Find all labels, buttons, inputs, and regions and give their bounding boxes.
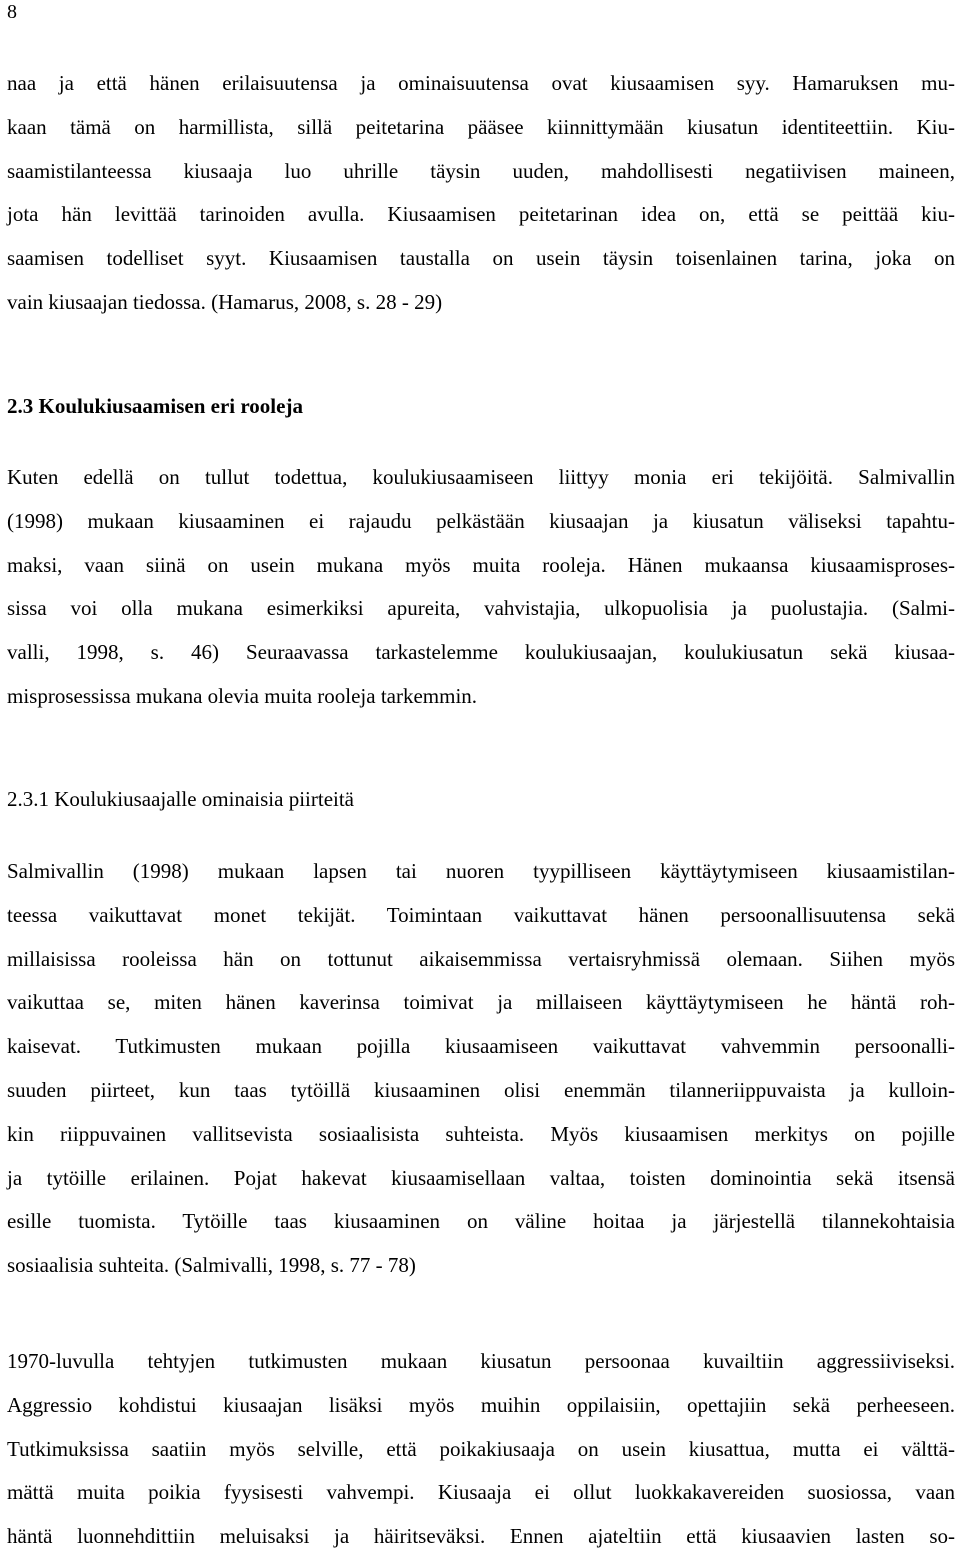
text-line: ja tytöille erilainen. Pojat hakevat kiusaamisellaan valtaa, toisten dominointia sekä itsensä	[7, 1165, 955, 1190]
text-line: (1998) mukaan kiusaaminen ei rajaudu pelkästään kiusaajan ja kiusatun väliseksi tapahtu-	[7, 508, 955, 533]
text-line: 1970-luvulla tehtyjen tutkimusten mukaan kiusatun persoonaa kuvailtiin aggressiiviseksi.	[7, 1349, 955, 1373]
paragraph-1	[7, 62, 955, 325]
text-line: jota hän levittää tarinoiden avulla. Kiusaamisen peitetarinan idea on, että se peittää kiu-	[7, 202, 955, 227]
text-line: Tutkimuksissa saatiin myös selville, että poikakiusaaja on usein kiusattua, mutta ei välttä-	[7, 1436, 955, 1461]
paragraph-2	[7, 456, 955, 719]
text-line: suuden piirteet, kun taas tytöillä kiusaaminen olisi enemmän tilanneriippuvaista ja kulloin-	[7, 1077, 955, 1102]
text-line: Salmivallin (1998) mukaan lapsen tai nuoren tyypilliseen käyttäytymiseen kiusaamistilan-	[7, 859, 955, 883]
text-line: vaikuttaa se, miten hänen kaverinsa toimivat ja millaiseen käyttäytymiseen he häntä roh-	[7, 990, 955, 1015]
text-line: sissa voi olla mukana esimerkiksi apureita, vahvistajia, ulkopuolisia ja puolustajia. (Salmi-	[7, 596, 955, 621]
text-line: valli, 1998, s. 46) Seuraavassa tarkastelemme koulukiusaajan, koulukiusatun sekä kiusaa-	[7, 640, 955, 665]
text-line: millaisissa rooleissa hän on tottunut aikaisemmissa vertaisryhmissä olemaan. Siihen myös	[7, 946, 955, 971]
text-line: kaan tämä on harmillista, sillä peitetarina pääsee kiinnittymään kiusatun identiteettiin. Kiu-	[7, 114, 955, 139]
text-line: saamisen todelliset syyt. Kiusaamisen taustalla on usein täysin toisenlainen tarina, joka on	[7, 246, 955, 271]
section-heading-2-3	[7, 385, 955, 429]
text-line: teessa vaikuttavat monet tekijät. Toimintaan vaikuttavat hänen persoonallisuutensa sekä	[7, 902, 955, 927]
text-line: naa ja että hänen erilaisuutensa ja ominaisuutensa ovat kiusaamisen syy. Hamaruksen mu-	[7, 71, 955, 95]
text-line: mättä muita poikia fyysisesti vahvempi. Kiusaaja ei ollut luokkakavereiden suosiossa, vaan	[7, 1480, 955, 1505]
subsection-heading-2-3-1	[7, 778, 955, 822]
heading-text: 2.3.1 Koulukiusaajalle ominaisia piirteitä	[7, 787, 355, 811]
text-line: misprosessissa mukana olevia muita rooleja tarkemmin.	[7, 683, 478, 708]
text-line: Kuten edellä on tullut todettua, koulukiusaamiseen liittyy monia eri tekijöitä. Salmivallin	[7, 465, 955, 489]
text-line: esille tuomista. Tytöille taas kiusaaminen on väline hoitaa ja järjestellä tilannekohtaisia	[7, 1209, 955, 1234]
heading-text: 2.3 Koulukiusaamisen eri rooleja	[7, 394, 303, 418]
text-line: maksi, vaan siinä on usein mukana myös muita rooleja. Hänen mukaansa kiusaamisproses-	[7, 552, 955, 577]
text-line: Aggressio kohdistui kiusaajan lisäksi myös muihin oppilaisiin, opettajiin sekä perheeseen.	[7, 1392, 955, 1417]
text-line: kin riippuvainen vallitsevista sosiaalisista suhteista. Myös kiusaamisen merkitys on pojille	[7, 1121, 955, 1146]
text-line: sosiaalisia suhteita. (Salmivalli, 1998, s. 77 - 78)	[7, 1253, 416, 1278]
text-line: vain kiusaajan tiedossa. (Hamarus, 2008, s. 28 - 29)	[7, 289, 443, 314]
text-line: saamistilanteessa kiusaaja luo uhrille täysin uuden, mahdollisesti negatiivisen maineen,	[7, 158, 955, 183]
page-number: 8	[7, 1, 17, 23]
text-line: häntä luonnehdittiin meluisaksi ja häiritseväksi. Ennen ajateltiin että kiusaavien lasten so-	[7, 1524, 955, 1549]
text-line: kaisevat. Tutkimusten mukaan pojilla kiusaamiseen vaikuttavat vahvemmin persoonalli-	[7, 1034, 955, 1059]
paragraph-4	[7, 1340, 955, 1559]
paragraph-3	[7, 850, 955, 1288]
